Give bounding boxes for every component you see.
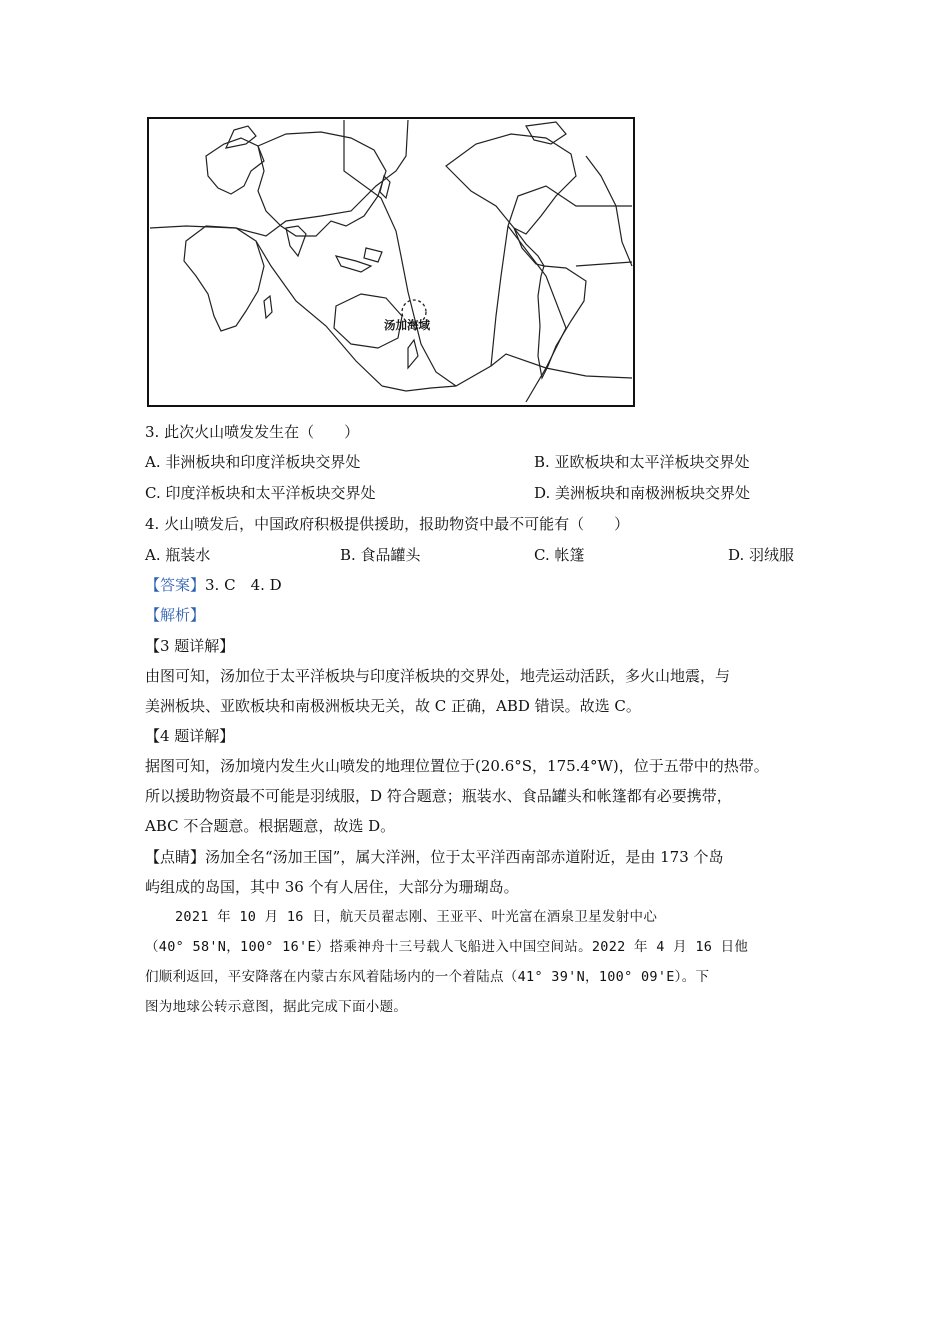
map-label: 汤加海域 <box>384 320 430 332</box>
question-4-option-b: B. 食品罐头 <box>340 546 421 564</box>
detail-3-line-1: 由图可知，汤加位于太平洋板块与印度洋板块的交界处，地壳运动活跃，多火山地震，与 <box>145 667 731 685</box>
question-3-stem: 3. 此次火山喷发发生在（ ） <box>145 423 360 441</box>
detail-4-line-2: 所以援助物资最不可能是羽绒服，D 符合题意；瓶装水、食品罐头和帐篷都有必要携带， <box>145 787 732 805</box>
passage-line-2: （40° 58'N，100° 16'E）搭乘神舟十三号载人飞船进入中国空间站。2022 年 4 月 16 日他 <box>145 939 749 955</box>
answer-text: 3. C 4. D <box>205 576 282 594</box>
plate-boundary-map <box>146 116 636 408</box>
question-3-option-a: A. 非洲板块和印度洋板块交界处 <box>145 453 361 471</box>
question-3-option-b: B. 亚欧板块和太平洋板块交界处 <box>534 453 750 471</box>
detail-3-line-2: 美洲板块、亚欧板块和南极洲板块无关，故 C 正确，ABD 错误。故选 C。 <box>145 697 641 715</box>
detail-3-title: 【3 题详解】 <box>145 637 235 655</box>
question-4-option-c: C. 帐篷 <box>534 546 585 564</box>
passage-line-3: 们顺利返回，平安降落在内蒙古东风着陆场内的一个着陆点（41° 39'N，100° 09'E）。下 <box>145 969 710 985</box>
detail-4-line-3: ABC 不合题意。根据题意，故选 D。 <box>145 817 396 835</box>
note-line-2: 屿组成的岛国，其中 36 个有人居住，大部分为珊瑚岛。 <box>145 878 519 896</box>
note-line-1: 【点睛】汤加全名“汤加王国”，属大洋洲，位于太平洋西南部赤道附近，是由 173 个岛 <box>145 848 724 866</box>
analysis-tag: 【解析】 <box>145 606 206 624</box>
passage-line-4: 图为地球公转示意图，据此完成下面小题。 <box>145 999 408 1015</box>
detail-4-line-1: 据图可知，汤加境内发生火山喷发的地理位置位于(20.6°S，175.4°W)，位于五带中的热带。 <box>145 757 769 775</box>
passage-line-1: 2021 年 10 月 16 日，航天员翟志刚、王亚平、叶光富在酒泉卫星发射中心 <box>175 909 658 925</box>
answer-tag: 【答案】 <box>145 576 206 594</box>
answer-line <box>145 575 282 595</box>
question-3-option-c: C. 印度洋板块和太平洋板块交界处 <box>145 484 376 502</box>
question-4-option-a: A. 瓶装水 <box>145 546 211 564</box>
detail-4-title: 【4 题详解】 <box>145 727 235 745</box>
question-4-stem: 4. 火山喷发后，中国政府积极提供援助，报助物资中最不可能有（ ） <box>145 515 630 533</box>
question-3-option-d: D. 美洲板块和南极洲板块交界处 <box>534 484 751 502</box>
question-4-option-d: D. 羽绒服 <box>728 546 795 564</box>
